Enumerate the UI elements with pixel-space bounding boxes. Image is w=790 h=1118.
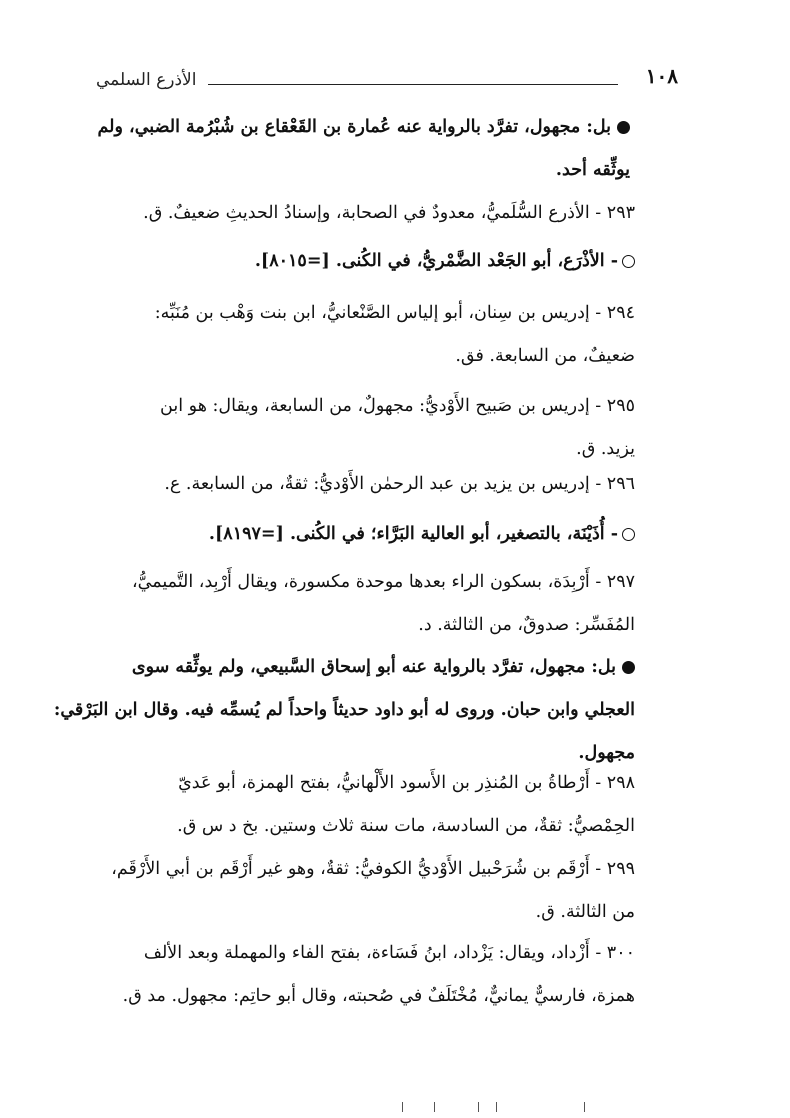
entry-line: الحِمْصيُّ: ثقةٌ، من السادسة، مات سنة ثلاث وستين. بخ د س ق. (177, 816, 635, 836)
scan-mark (584, 1102, 585, 1112)
scan-mark (496, 1102, 497, 1112)
entry-line: - الأذْرَع، أبو الجَعْد الضَّمْريُّ، في الكُنى. [=٨٠١٥]. (222, 240, 635, 283)
entry-line: المُفَسِّر: صدوقٌ، من الثالثة. د. (418, 615, 635, 635)
header-rule (208, 84, 618, 85)
entry-line: ٢٩٣ - الأذرع السُّلَميُّ، معدودٌ في الصحابة، وإسنادُ الحديثِ ضعيفٌ. ق. (143, 203, 635, 223)
entry-293 (143, 192, 635, 235)
entry-294 (122, 292, 635, 378)
bullet-icon (622, 661, 635, 674)
entry-line: بل: مجهول، تفرَّد بالرواية عنه عُمارة بن القَعْقاع بن شُبْرُمة الضبي، ولم (122, 106, 630, 149)
entry-line: ٢٩٧ - أَرْبِدَة، بسكون الراء بعدها موحدة مكسورة، ويقال أَرْبِد، التَّميميُّ، (132, 572, 635, 592)
editor-note-1 (97, 106, 630, 192)
entry-line: ٢٩٩ - أَرْقَم بن شُرَحْبيل الأَوْديُّ الكوفيُّ: ثقةٌ، وهو غير أَرْقَم بن أبي الأَرْقَم، (111, 859, 635, 879)
scan-edge-marks (400, 1100, 600, 1112)
entry-300 (122, 932, 635, 1018)
circle-icon (622, 528, 635, 541)
entry-296 (150, 463, 635, 506)
circle-icon (622, 255, 635, 268)
page-number: ١٠٨ (645, 64, 678, 88)
entry-line: - أُذَيْنَة، بالتصغير، أبو العالية البَرَّاء؛ في الكُنى. [=٨١٩٧]. (200, 513, 635, 556)
scan-mark (402, 1102, 403, 1112)
page-header (96, 62, 678, 102)
scan-mark (478, 1102, 479, 1112)
entry-line: العجلي وابن حبان. وروى له أبو داود حديثاً واحداً لم يُسمِّه فيه. وقال ابن البَرْقي: (53, 700, 635, 720)
entry-line: ٢٩٤ - إدريس بن سِنان، أبو إلياس الصَّنْعانيُّ، ابن بنت وَهْب بن مُنَبِّه: (154, 303, 635, 323)
running-title: الأذرع السلمي (96, 70, 197, 90)
cross-reference-1 (222, 240, 635, 283)
entry-line: بل: مجهول، تفرَّد بالرواية عنه أبو إسحاق السَّبيعي، ولم يوثِّقه سوى (122, 646, 635, 689)
scan-mark (434, 1102, 435, 1112)
entry-295 (122, 385, 635, 471)
entry-line: مجهول. (578, 743, 635, 763)
entry-line: ٢٩٥ - إدريس بن صَبيح الأَوْديُّ: مجهولٌ، من السابعة، ويقال: هو ابن (160, 396, 635, 416)
entry-297 (122, 561, 635, 647)
entry-line: ٣٠٠ - أَزْداد، ويقال: يَزْداد، ابنُ فَسَاءة، بفتح الفاء والمهملة وبعد الألف (143, 943, 635, 963)
entry-line: ضعيفٌ، من السابعة. فق. (455, 346, 635, 366)
entry-line: همزة، فارسيٌّ يمانيٌّ، مُخْتَلَفٌ في صُحبته، وقال أبو حاتِم: مجهول. مد ق. (122, 986, 635, 1006)
bullet-icon (617, 121, 630, 134)
entry-line: من الثالثة. ق. (535, 902, 635, 922)
entry-298 (122, 762, 635, 848)
entry-299 (111, 848, 635, 934)
editor-note-2 (53, 646, 635, 775)
entry-line: يوثِّقه أحد. (555, 160, 630, 180)
entry-line: ٢٩٦ - إدريس بن يزيد بن عبد الرحمٰن الأَوْديُّ: ثقةٌ، من السابعة. ع. (164, 474, 635, 494)
cross-reference-2 (200, 513, 635, 556)
entry-line: يزيد. ق. (576, 439, 635, 459)
entry-line: ٢٩٨ - أَرْطاةُ بن المُنذِر بن الأَسود الأَلْهانيُّ، بفتح الهمزة، أبو عَديّ (178, 773, 635, 793)
